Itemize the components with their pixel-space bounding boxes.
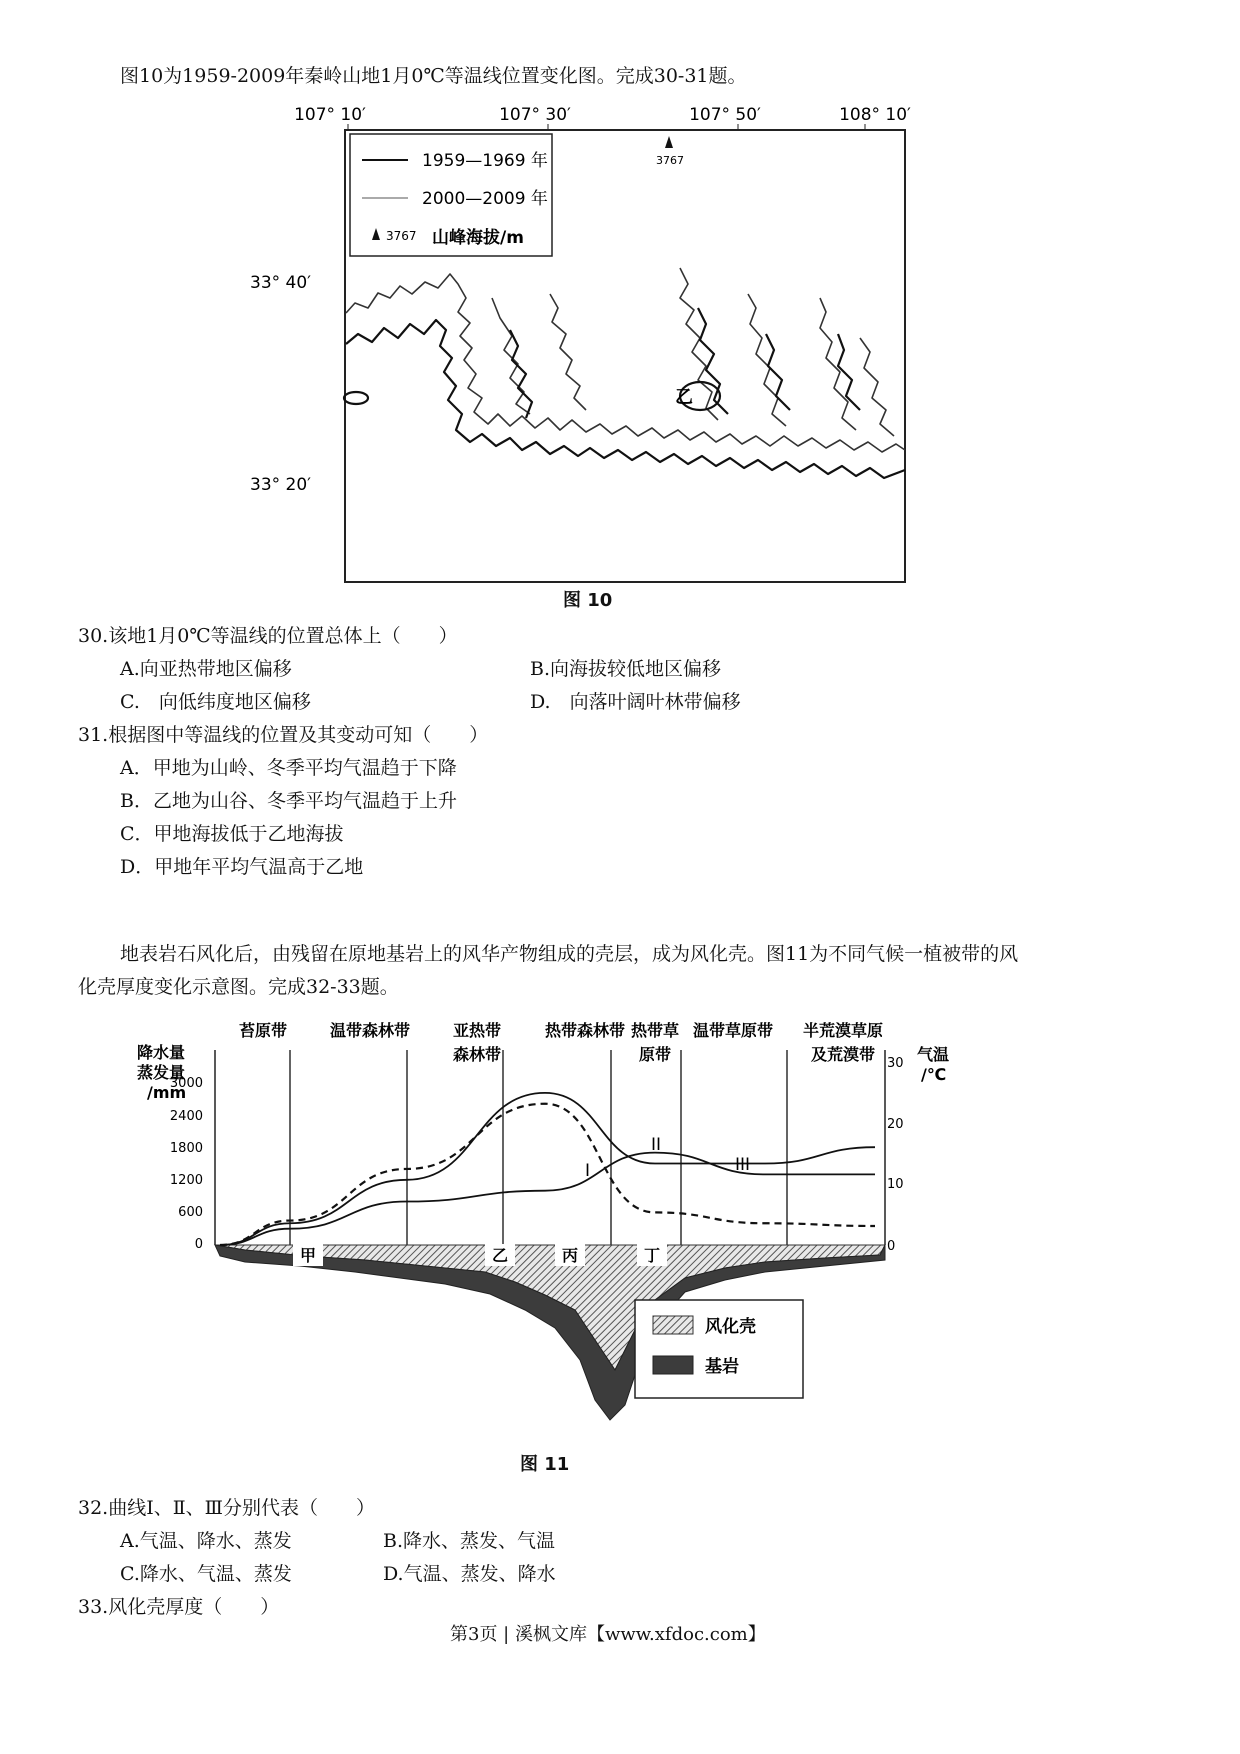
curve-label: I (585, 1161, 591, 1181)
svg-text:600: 600 (178, 1205, 203, 1220)
zone-label: 热带森林带 (544, 1021, 626, 1040)
top-tick: 107° 30′ (499, 105, 571, 125)
question-30-option-b: B.向海拔较低地区偏移 (530, 658, 722, 680)
question-32-option-a: A.气温、降水、蒸发 (120, 1530, 292, 1552)
zone-label: 森林带 (452, 1045, 502, 1064)
figure-11 (125, 1010, 950, 1470)
right-axis-title: 气温 (917, 1045, 950, 1064)
zone-label: 温带森林带 (329, 1021, 411, 1040)
curve-II (220, 1093, 875, 1245)
question-30-option-a: A.向亚热带地区偏移 (120, 658, 292, 680)
top-tick: 107° 50′ (689, 105, 761, 125)
zone-label: 亚热带 (452, 1021, 502, 1040)
question-32-option-c: C.降水、气温、蒸发 (120, 1563, 292, 1585)
left-tick: 33° 20′ (250, 475, 312, 495)
figure-10 (250, 98, 920, 598)
question-32-option-d: D.气温、蒸发、降水 (383, 1563, 556, 1585)
svg-text:基岩: 基岩 (705, 1357, 739, 1377)
left-axis-title: 降水量 (137, 1043, 186, 1062)
place-label: 乙 (491, 1246, 509, 1265)
peak-icon (665, 136, 673, 148)
question-31-option-b: B．乙地为山谷、冬季平均气温趋于上升 (120, 790, 457, 812)
zone-label: 苔原带 (238, 1021, 288, 1040)
place-label: 甲 (299, 1246, 317, 1265)
svg-text:1200: 1200 (169, 1173, 203, 1188)
zone-label: 原带 (638, 1045, 672, 1064)
question-31-option-c: C．甲地海拔低于乙地海拔 (120, 823, 344, 845)
question-32-option-b: B.降水、蒸发、气温 (383, 1530, 556, 1552)
svg-text:3767: 3767 (386, 229, 417, 243)
question-31-option-a: A．甲地为山岭、冬季平均气温趋于下降 (120, 757, 457, 779)
svg-text:10: 10 (887, 1177, 904, 1192)
question-32-stem: 32.曲线Ⅰ、Ⅱ、Ⅲ分别代表（ ） (78, 1497, 375, 1519)
zone-label: 半荒漠草原 (802, 1021, 884, 1040)
svg-text:2000—2009 年: 2000—2009 年 (422, 189, 548, 209)
curve-label: II (651, 1135, 662, 1155)
svg-text:0: 0 (887, 1239, 896, 1254)
top-tick: 107° 10′ (294, 105, 366, 125)
left-tick: 33° 40′ (250, 273, 312, 293)
svg-text:2400: 2400 (169, 1109, 203, 1124)
curve-III (220, 1153, 875, 1245)
left-axis-title: 蒸发量 (137, 1063, 186, 1082)
zone-label: 及荒漠带 (810, 1045, 876, 1064)
svg-text:1959—1969 年: 1959—1969 年 (422, 151, 548, 171)
right-axis-title: /℃ (921, 1065, 947, 1084)
question-31-stem: 31.根据图中等温线的位置及其变动可知（ ） (78, 724, 489, 746)
zone-label: 温带草原带 (692, 1021, 774, 1040)
svg-text:30: 30 (887, 1056, 904, 1071)
top-tick: 108° 10′ (839, 105, 911, 125)
svg-text:风化壳: 风化壳 (705, 1317, 756, 1337)
figure-11-caption: 图 11 (520, 1454, 570, 1475)
question-33-stem: 33.风化壳厚度（ ） (78, 1596, 280, 1618)
svg-text:1800: 1800 (169, 1141, 203, 1156)
svg-text:0: 0 (194, 1237, 203, 1252)
curve-label: III (735, 1155, 751, 1175)
question-30-stem: 30.该地1月0℃等温线的位置总体上（ ） (78, 625, 458, 647)
svg-text:3000: 3000 (169, 1076, 203, 1091)
figure-10-caption: 图 10 (563, 590, 613, 611)
intro-paragraph-1: 图10为1959-2009年秦岭山地1月0℃等温线位置变化图。完成30-31题。 (120, 65, 747, 87)
page-footer: 第3页 | 溪枫文库【www.xfdoc.com】 (450, 1624, 766, 1645)
peak-elevation: 3767 (656, 154, 684, 167)
zone-label: 热带草 (630, 1021, 680, 1040)
place-label: 丁 (643, 1246, 661, 1265)
intro-paragraph-2-cont: 化壳厚度变化示意图。完成32-33题。 (78, 976, 399, 998)
intro-paragraph-2: 地表岩石风化后，由残留在原地基岩上的风华产物组成的壳层，成为风化壳。图11为不同气候一植被带的风 (120, 943, 1019, 965)
svg-text:山峰海拔/m: 山峰海拔/m (432, 228, 524, 248)
svg-text:20: 20 (887, 1117, 904, 1132)
question-30-option-c: C. 向低纬度地区偏移 (120, 691, 311, 713)
question-31-option-d: D．甲地年平均气温高于乙地 (120, 856, 364, 878)
figure-11-legend (635, 1300, 803, 1398)
question-30-option-d: D. 向落叶阔叶林带偏移 (530, 691, 741, 713)
place-label: 丙 (561, 1246, 579, 1265)
place-label-yi: 乙 (675, 387, 693, 408)
left-axis-title: /mm (147, 1083, 187, 1102)
